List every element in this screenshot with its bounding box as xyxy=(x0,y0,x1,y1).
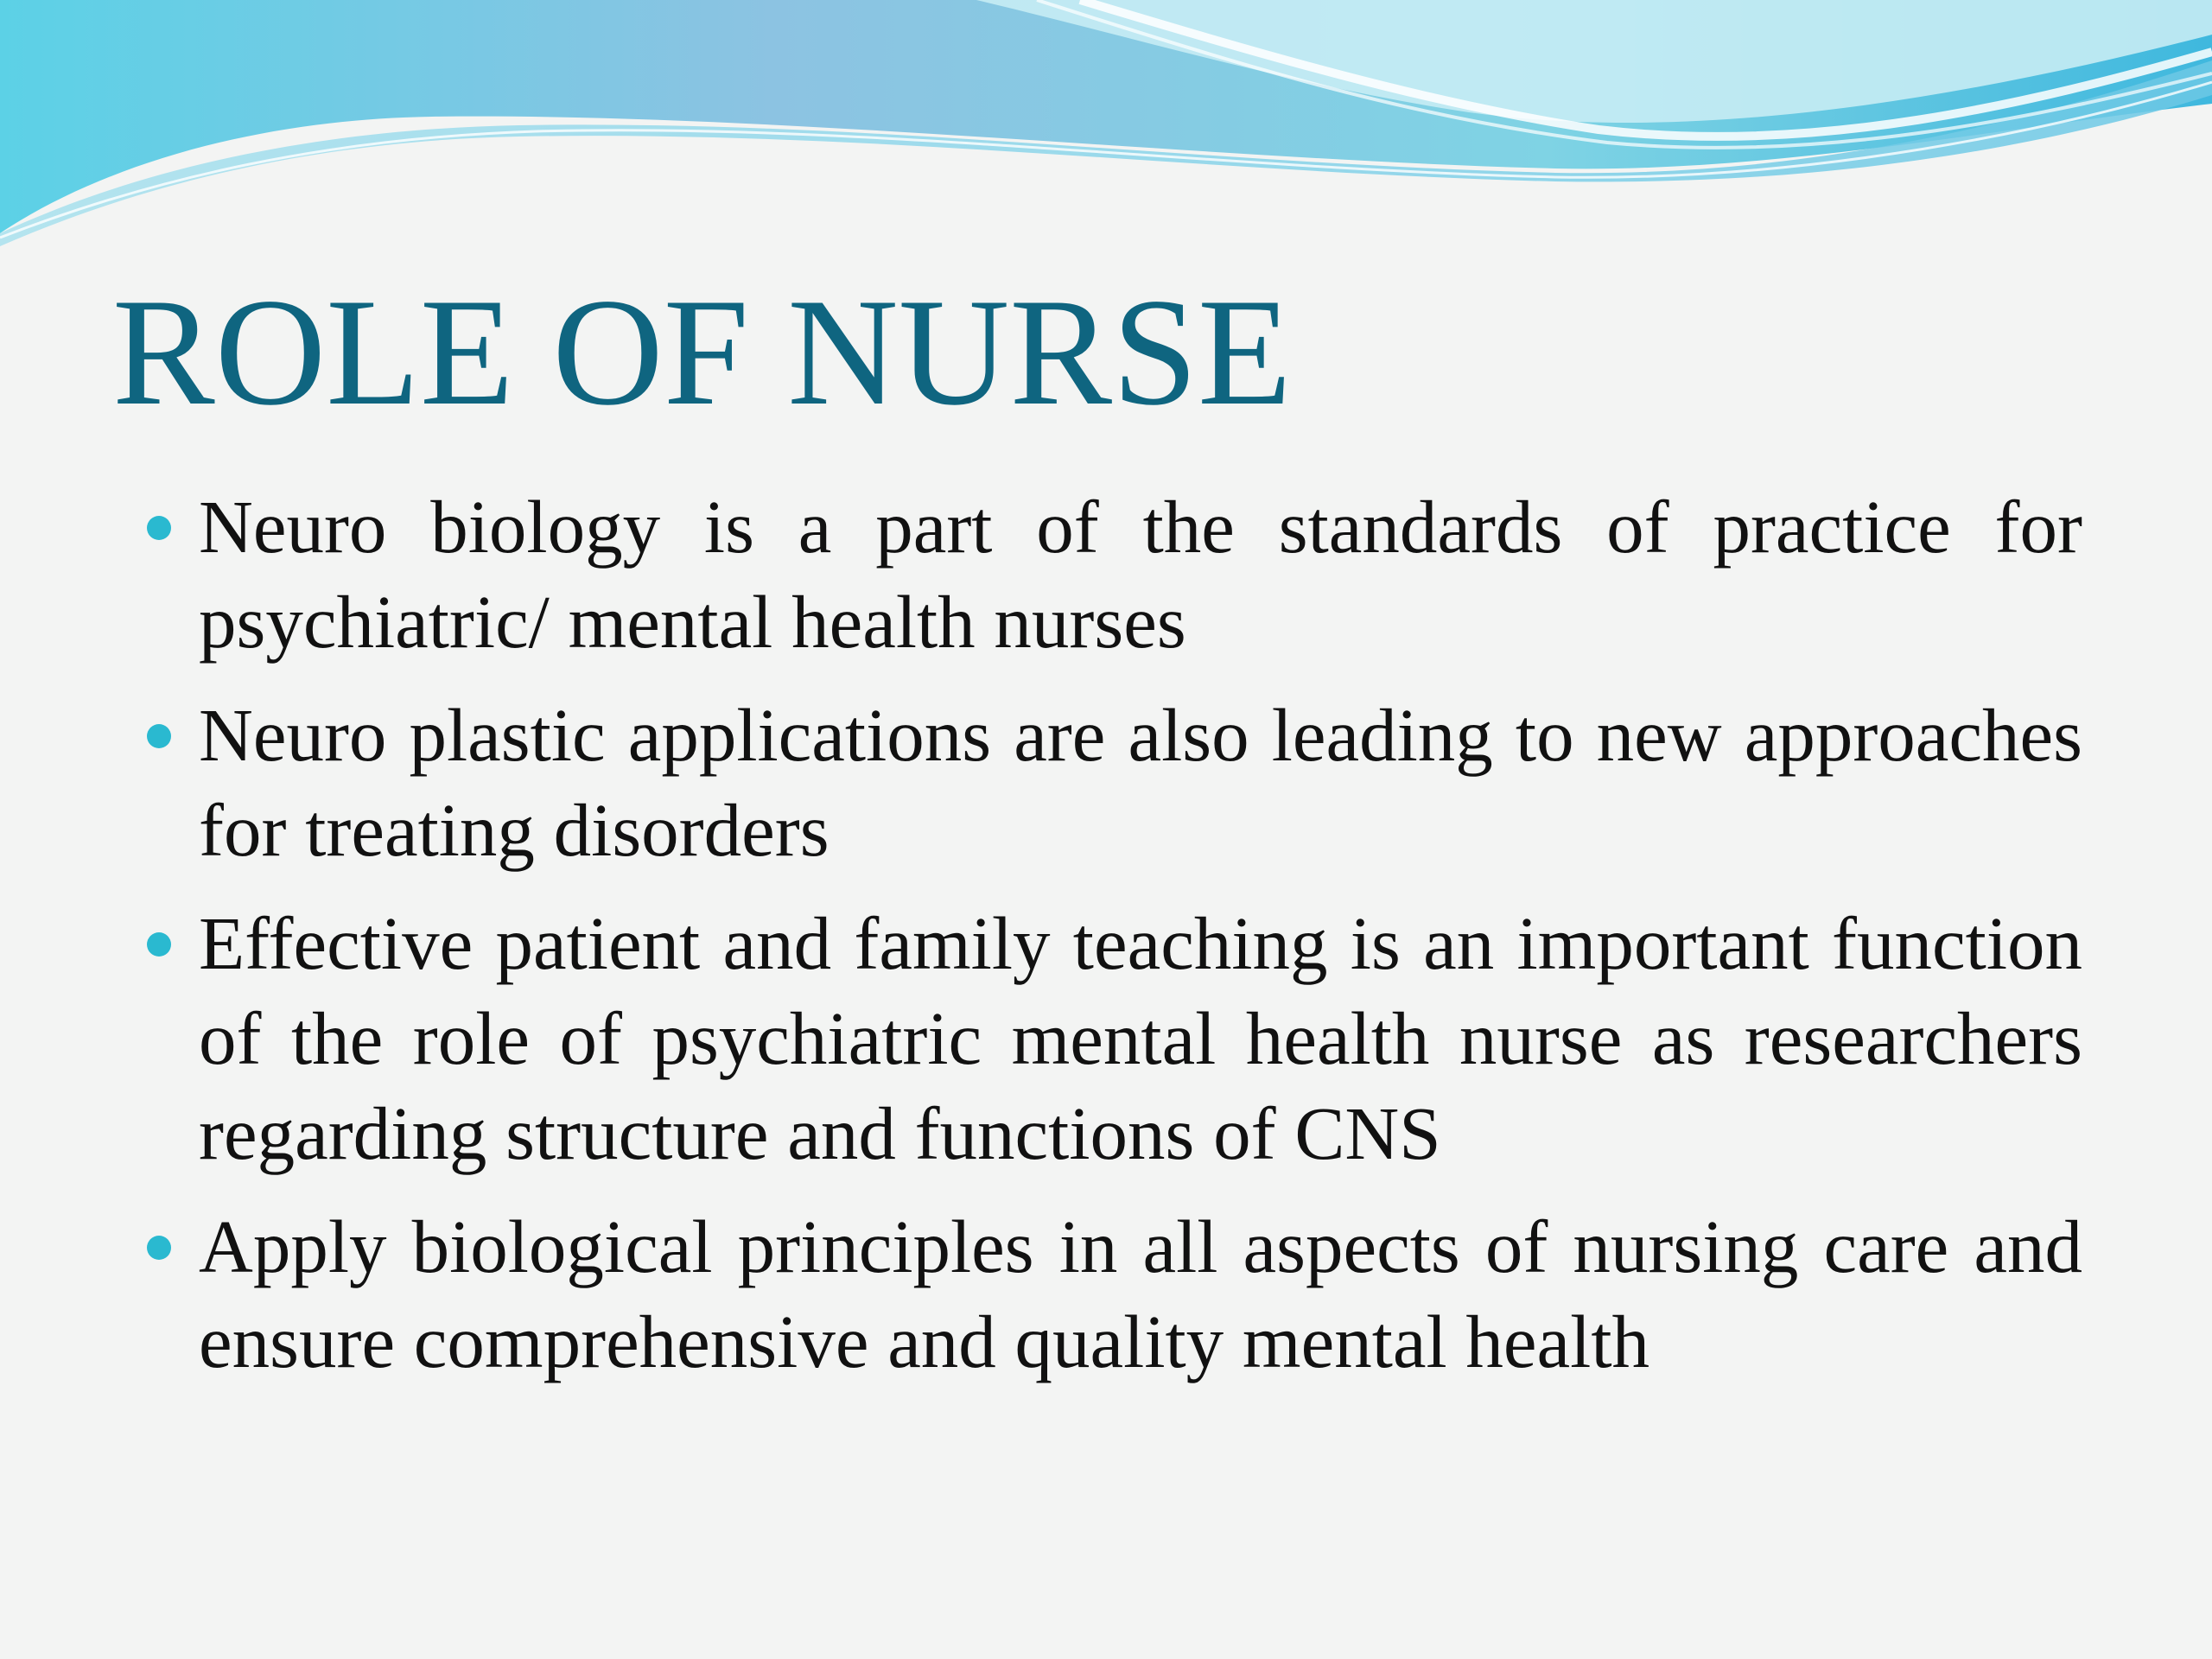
bullet-item xyxy=(147,480,2082,670)
bullet-dot-icon xyxy=(147,1236,171,1260)
bullet-dot-icon xyxy=(147,724,171,748)
bullet-item xyxy=(147,688,2082,878)
bullet-text: Apply biological principles in all aspects of nursing care and ensure comprehensive and quality mental health xyxy=(199,1205,2082,1383)
decorative-wave-header xyxy=(0,0,2212,259)
slide-title: ROLE OF NURSE xyxy=(112,266,1292,437)
bullet-text: Effective patient and family teaching is an important function of the role of psychiatric mental health nurse as researchers regarding structure and functions of CNS xyxy=(199,901,2082,1175)
bullet-item xyxy=(147,896,2082,1181)
bullet-item xyxy=(147,1199,2082,1389)
bullet-text: Neuro plastic applications are also leading to new approaches for treating disorders xyxy=(199,693,2082,872)
bullet-list xyxy=(147,480,2082,1408)
bullet-text: Neuro biology is a part of the standards of practice for psychiatric/ mental health nurses xyxy=(199,485,2082,664)
bullet-dot-icon xyxy=(147,932,171,957)
bullet-dot-icon xyxy=(147,516,171,540)
